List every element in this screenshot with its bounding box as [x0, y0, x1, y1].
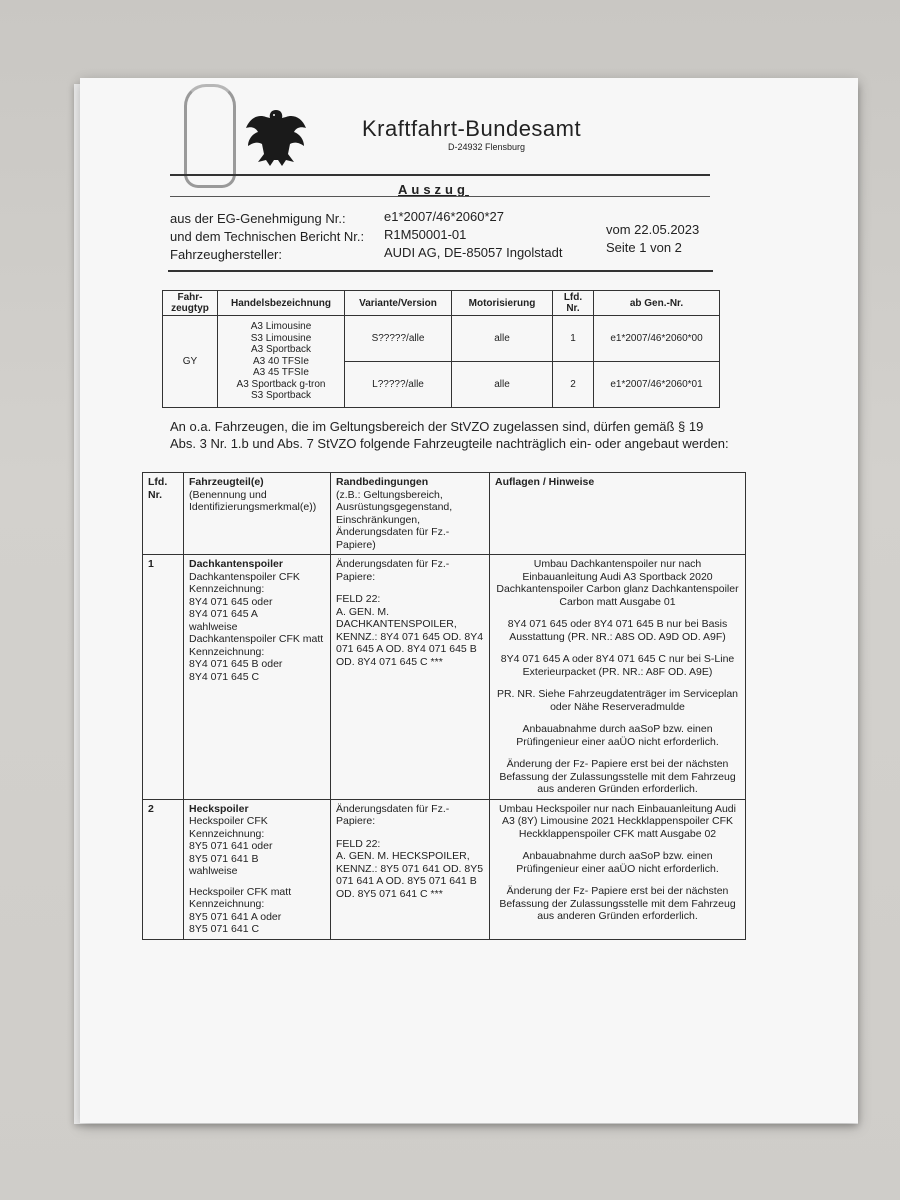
- part-cell: [184, 555, 331, 800]
- note: Anbauabnahme durch aaSoP bzw. einen Prüfingenieur einer aaÜO nicht erforderlich.: [516, 723, 719, 748]
- trade-names-cell: [218, 316, 345, 408]
- document-title: Auszug: [398, 182, 469, 197]
- vehicle-table: [162, 290, 720, 408]
- notes-cell: [490, 555, 746, 800]
- col-conditions-sub: (z.B.: Geltungsbereich, Ausrüstungsgegenstand, Einschränkungen, Änderungsdaten für Fz.-Papiere): [336, 488, 453, 551]
- vehicle-type-cell: GY: [163, 316, 218, 408]
- approval-number: e1*2007/46*2060*27: [384, 209, 505, 224]
- trade-name: A3 45 TFSIe: [253, 367, 309, 379]
- part-cell: [184, 799, 331, 939]
- note: 8Y4 071 645 A oder 8Y4 071 645 C nur bei S-Line Exterieurpacket (PR. NR.: A8F OD. A9E): [500, 653, 735, 678]
- legal-intro: An o.a. Fahrzeugen, die im Geltungsbereich der StVZO zugelassen sind, dürfen gemäß § 19 Abs. 3 Nr. 1.b und Abs. 7 StVZO folgende Fahrzeugteile nachträglich ein- oder angebaut werden:: [170, 419, 729, 451]
- trade-name: S3 Sportback: [250, 390, 312, 402]
- conditions-cell: [331, 555, 490, 800]
- title-rule: [170, 196, 710, 197]
- report-date: vom 22.05.2023: [606, 222, 700, 237]
- engine-cell: alle: [452, 362, 553, 408]
- note: Umbau Dachkantenspoiler nur nach Einbauanleitung Audi A3 Sportback 2020 Dachkantenspoiler Carbon glanz Dachkantenspoiler Carbon matt Ausgabe 01: [496, 558, 739, 608]
- condition-line: A. GEN. M. DACHKANTENSPOILER, KENNZ.: 8Y4 071 645 OD. 8Y4 071 645 A OD. 8Y4 071 645 B OD. 8Y4 071 645 C ***: [336, 605, 484, 668]
- part-line: 8Y4 071 645 A: [189, 608, 258, 620]
- part-line: wahlweise: [189, 865, 238, 877]
- notes-cell: [490, 799, 746, 939]
- condition-line: A. GEN. M. HECKSPOILER, KENNZ.: 8Y5 071 641 OD. 8Y5 071 641 A OD. 8Y5 071 641 B OD. 8Y5 071 641 C ***: [336, 850, 484, 900]
- part-line: 8Y4 071 645 B oder: [189, 658, 283, 670]
- part-line: Dachkantenspoiler CFK matt: [189, 633, 324, 645]
- part-line: 8Y4 071 645 C: [189, 670, 260, 683]
- manufacturer-value: AUDI AG, DE-85057 Ingolstadt: [384, 245, 563, 260]
- trade-name: S3 Limousine: [250, 332, 312, 344]
- part-line: 8Y5 071 641 oder: [189, 840, 273, 852]
- col-part-sub: (Benennung und Identifizierungsmerkmal(e)): [189, 488, 317, 513]
- part-line: Dachkantenspoiler CFK: [189, 570, 300, 583]
- agency-name: Kraftfahrt-Bundesamt: [362, 116, 582, 141]
- part-line: wahlweise: [189, 620, 238, 633]
- part-line: 8Y4 071 645 oder: [189, 595, 273, 608]
- condition-line: FELD 22:: [336, 593, 381, 605]
- part-line: Kennzeichnung:: [189, 898, 265, 910]
- col-notes: Auflagen / Hinweise: [490, 473, 746, 555]
- part-line: Kennzeichnung:: [189, 827, 265, 840]
- approval-label: aus der EG-Genehmigung Nr.:: [170, 211, 346, 226]
- row-number: 1: [143, 555, 184, 800]
- note: Änderung der Fz- Papiere erst bei der nächsten Befassung der Zulassungsstelle mit dem Fahrzeug aus anderen Gründen erforderlich.: [499, 758, 736, 795]
- trade-name: A3 Limousine: [250, 321, 312, 333]
- manufacturer-label: Fahrzeughersteller:: [170, 247, 282, 262]
- note: PR. NR. Siehe Fahrzeugdatenträger im Serviceplan oder Nähe Reserveradmulde: [496, 688, 739, 713]
- trade-name: A3 40 TFSIe: [253, 355, 309, 367]
- engine-cell: alle: [452, 316, 553, 362]
- report-label: und dem Technischen Bericht Nr.:: [170, 229, 365, 244]
- part-line: Kennzeichnung:: [189, 645, 265, 658]
- condition-line: FELD 22:: [336, 837, 381, 850]
- part-line: 8Y5 071 641 C: [189, 923, 260, 935]
- variant-cell: L?????/alle: [345, 362, 452, 408]
- part-line: Kennzeichnung:: [189, 583, 265, 595]
- header-rule: [170, 174, 710, 176]
- col-variant: Variante/Version: [345, 291, 452, 316]
- col-part: [184, 473, 331, 555]
- approval-cell: e1*2007/46*2060*01: [594, 362, 720, 408]
- col-trade-name: Handelsbezeichnung: [218, 291, 345, 316]
- col-number: Lfd. Nr.: [553, 291, 594, 316]
- variant-cell: S?????/alle: [345, 316, 452, 362]
- part-line: Heckspoiler CFK: [189, 815, 268, 827]
- part-line: 8Y5 071 641 A oder: [189, 910, 282, 923]
- condition-line: Änderungsdaten für Fz.-Papiere:: [336, 802, 450, 827]
- report-number: R1M50001-01: [384, 227, 467, 242]
- col-conditions-title: Randbedingungen: [336, 476, 429, 488]
- number-cell: 2: [553, 362, 594, 408]
- approval-cell: e1*2007/46*2060*00: [594, 316, 720, 362]
- col-lfd-nr: Lfd. Nr.: [143, 473, 184, 555]
- federal-eagle-logo: [244, 106, 308, 168]
- col-engine: Motorisierung: [452, 291, 553, 316]
- number-cell: 1: [553, 316, 594, 362]
- part-title: Dachkantenspoiler: [189, 558, 283, 570]
- note: Umbau Heckspoiler nur nach Einbauanleitung Audi A3 (8Y) Limousine 2021 Heckklappenspoiler CFK Heckklappenspoiler CFK matt Ausgabe 02: [499, 802, 736, 840]
- col-from-approval: ab Gen.-Nr.: [594, 291, 720, 316]
- parts-table: [142, 472, 746, 940]
- col-conditions: [331, 473, 490, 555]
- note: 8Y4 071 645 oder 8Y4 071 645 B nur bei Basis Ausstattung (PR. NR.: A8S OD. A9D OD. A9F): [507, 618, 728, 643]
- col-part-title: Fahrzeugteil(e): [189, 476, 264, 488]
- condition-line: Änderungsdaten für Fz.-Papiere:: [336, 558, 450, 583]
- trade-name: A3 Sportback: [250, 344, 312, 356]
- part-line: 8Y5 071 641 B: [189, 852, 259, 865]
- conditions-cell: [331, 799, 490, 939]
- part-title: Heckspoiler: [189, 802, 249, 815]
- spacer: [189, 878, 325, 886]
- paper-clip: [184, 84, 236, 188]
- col-vehicle-type: Fahr-zeugtyp: [163, 291, 218, 316]
- row-number: 2: [143, 799, 184, 939]
- trade-name: A3 Sportback g-tron: [236, 378, 326, 390]
- note: Anbauabnahme durch aaSoP bzw. einen Prüfingenieur einer aaÜO nicht erforderlich.: [516, 850, 719, 875]
- note: Änderung der Fz- Papiere erst bei der nächsten Befassung der Zulassungsstelle mit dem Fahrzeug aus anderen Gründen erforderlich.: [499, 885, 736, 922]
- page-indicator: Seite 1 von 2: [606, 240, 682, 255]
- meta-rule: [168, 270, 713, 272]
- part-line: Heckspoiler CFK matt: [189, 885, 292, 898]
- agency-city: D-24932 Flensburg: [448, 142, 526, 152]
